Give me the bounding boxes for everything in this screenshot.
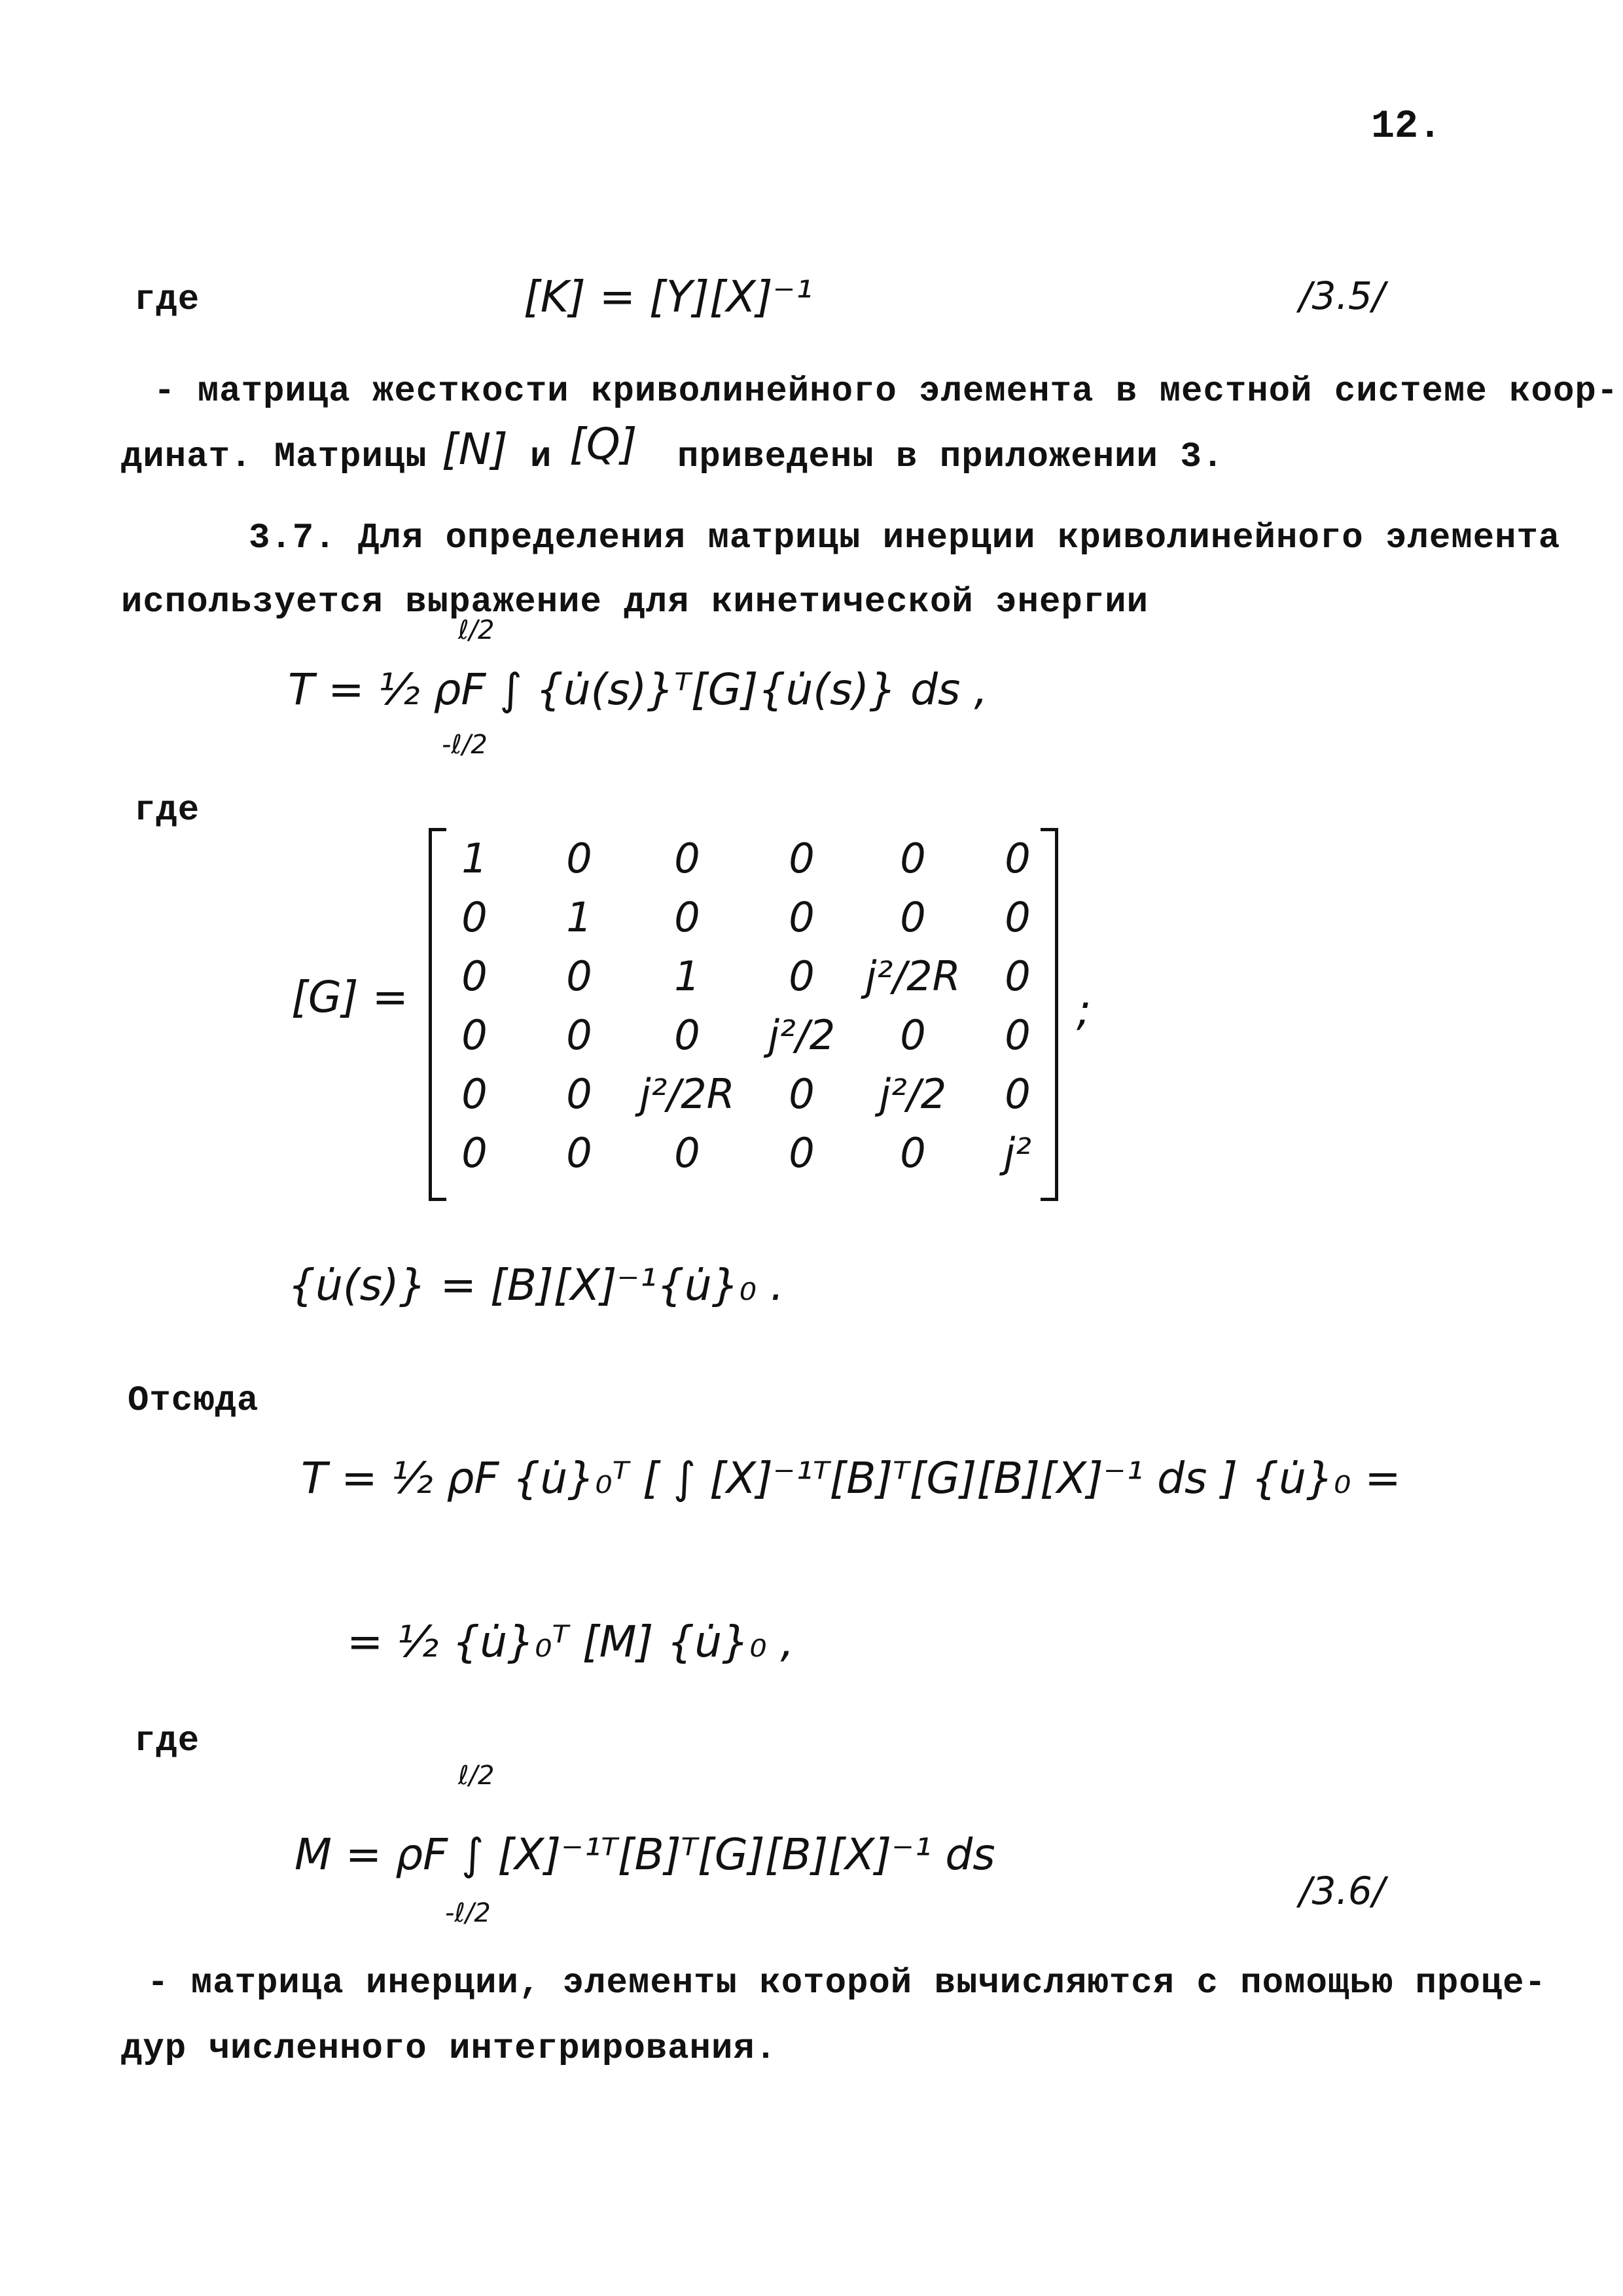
matrix-cell: j² [1003, 1129, 1032, 1177]
matrix-cell: 0 [674, 1129, 700, 1177]
lead-hence: Отсюда [128, 1381, 259, 1421]
matrix-cell: 0 [566, 1011, 592, 1059]
matrix-cell: 0 [461, 1011, 488, 1059]
lead-where-1: где [134, 280, 200, 320]
matrix-cell: 0 [789, 1070, 815, 1118]
matrix-cell: 0 [566, 1129, 592, 1177]
mass-description-line2: дур численного интегрирования. [121, 2029, 777, 2069]
section-3-7-line1: 3.7. Для определения матрицы инерции криволинейного элемента [249, 518, 1561, 558]
lead-where-3: где [134, 1721, 200, 1761]
matrix-q-symbol: [Q] [569, 419, 637, 469]
equation-number-3-5: /3.5/ [1299, 274, 1385, 318]
matrix-cell: 0 [789, 952, 815, 1000]
matrix-cell: 1 [461, 834, 488, 882]
matrix-cell: 0 [789, 834, 815, 882]
stiffness-description-line1: - матрица жесткости криволинейного элемента в местной системе коор- [154, 372, 1619, 412]
matrix-cell: 0 [566, 1070, 592, 1118]
matrix-cell: 0 [789, 1129, 815, 1177]
matrix-cell: 0 [1005, 834, 1031, 882]
stiffness-description-line2a: динат. Матрицы [121, 437, 427, 477]
matrix-cell: 0 [461, 1129, 488, 1177]
matrix-cell: 0 [900, 1011, 926, 1059]
matrix-cell: 0 [900, 1129, 926, 1177]
matrix-cell: 0 [1005, 1070, 1031, 1118]
matrix-cell: 0 [1005, 1011, 1031, 1059]
stiffness-formula: [K] = [Y][X]⁻¹ [524, 272, 813, 322]
matrix-g-label: [G] = [291, 972, 408, 1022]
mass-matrix-equation: M = ρF ∫ [X]⁻¹ᵀ[B]ᵀ[G][B][X]⁻¹ ds [294, 1829, 995, 1880]
lead-where-2: где [134, 791, 200, 831]
matrix-cell: 1 [566, 893, 592, 941]
matrix-cell: 0 [461, 1070, 488, 1118]
matrix-cell: 0 [900, 893, 926, 941]
matrix-cell: 0 [461, 893, 488, 941]
matrix-cell: 0 [1005, 952, 1031, 1000]
m-integral-upper-limit: ℓ/2 [458, 1761, 495, 1791]
integral-lower-limit: -ℓ/2 [442, 730, 488, 760]
matrix-cell: j²/2 [768, 1011, 836, 1059]
integral-upper-limit: ℓ/2 [458, 615, 495, 645]
kinetic-energy-mass-form: = ½ {u̇}₀ᵀ [M] {u̇}₀ , [347, 1617, 794, 1667]
matrix-cell: j²/2R [639, 1070, 735, 1118]
matrix-cell: 0 [674, 893, 700, 941]
matrix-cell: j²/2R [865, 952, 961, 1000]
matrix-cell: 1 [674, 952, 700, 1000]
page-number: 12. [1371, 105, 1442, 149]
mass-description-line1: - матрица инерции, элементы которой вычисляются с помощью проце- [147, 1964, 1546, 2003]
matrix-cell: 0 [566, 834, 592, 882]
matrix-n-symbol: [N] [442, 424, 508, 475]
matrix-trailing-semicolon: ; [1077, 985, 1092, 1035]
matrix-cell: 0 [900, 834, 926, 882]
stiffness-description-line2c: приведены в приложении 3. [677, 437, 1224, 477]
kinetic-energy-equation: T = ½ ρF ∫ {u̇(s)}ᵀ[G]{u̇(s)} ds , [288, 664, 988, 715]
section-3-7-line2: используется выражение для кинетической энергии [121, 583, 1149, 622]
m-integral-lower-limit: -ℓ/2 [445, 1898, 491, 1928]
kinetic-energy-expanded: T = ½ ρF {u̇}₀ᵀ [ ∫ [X]⁻¹ᵀ[B]ᵀ[G][B][X]⁻¹ ds ] {u̇}₀ = [301, 1453, 1401, 1503]
matrix-cell: 0 [674, 834, 700, 882]
stiffness-description-line2b: и [530, 437, 552, 477]
matrix-cell: 0 [674, 1011, 700, 1059]
velocity-equation: {u̇(s)} = [B][X]⁻¹{u̇}₀ . [288, 1260, 784, 1310]
equation-number-3-6: /3.6/ [1299, 1869, 1385, 1913]
matrix-cell: 0 [1005, 893, 1031, 941]
matrix-cell: 0 [566, 952, 592, 1000]
matrix-cell: 0 [461, 952, 488, 1000]
matrix-cell: j²/2 [879, 1070, 947, 1118]
matrix-cell: 0 [789, 893, 815, 941]
